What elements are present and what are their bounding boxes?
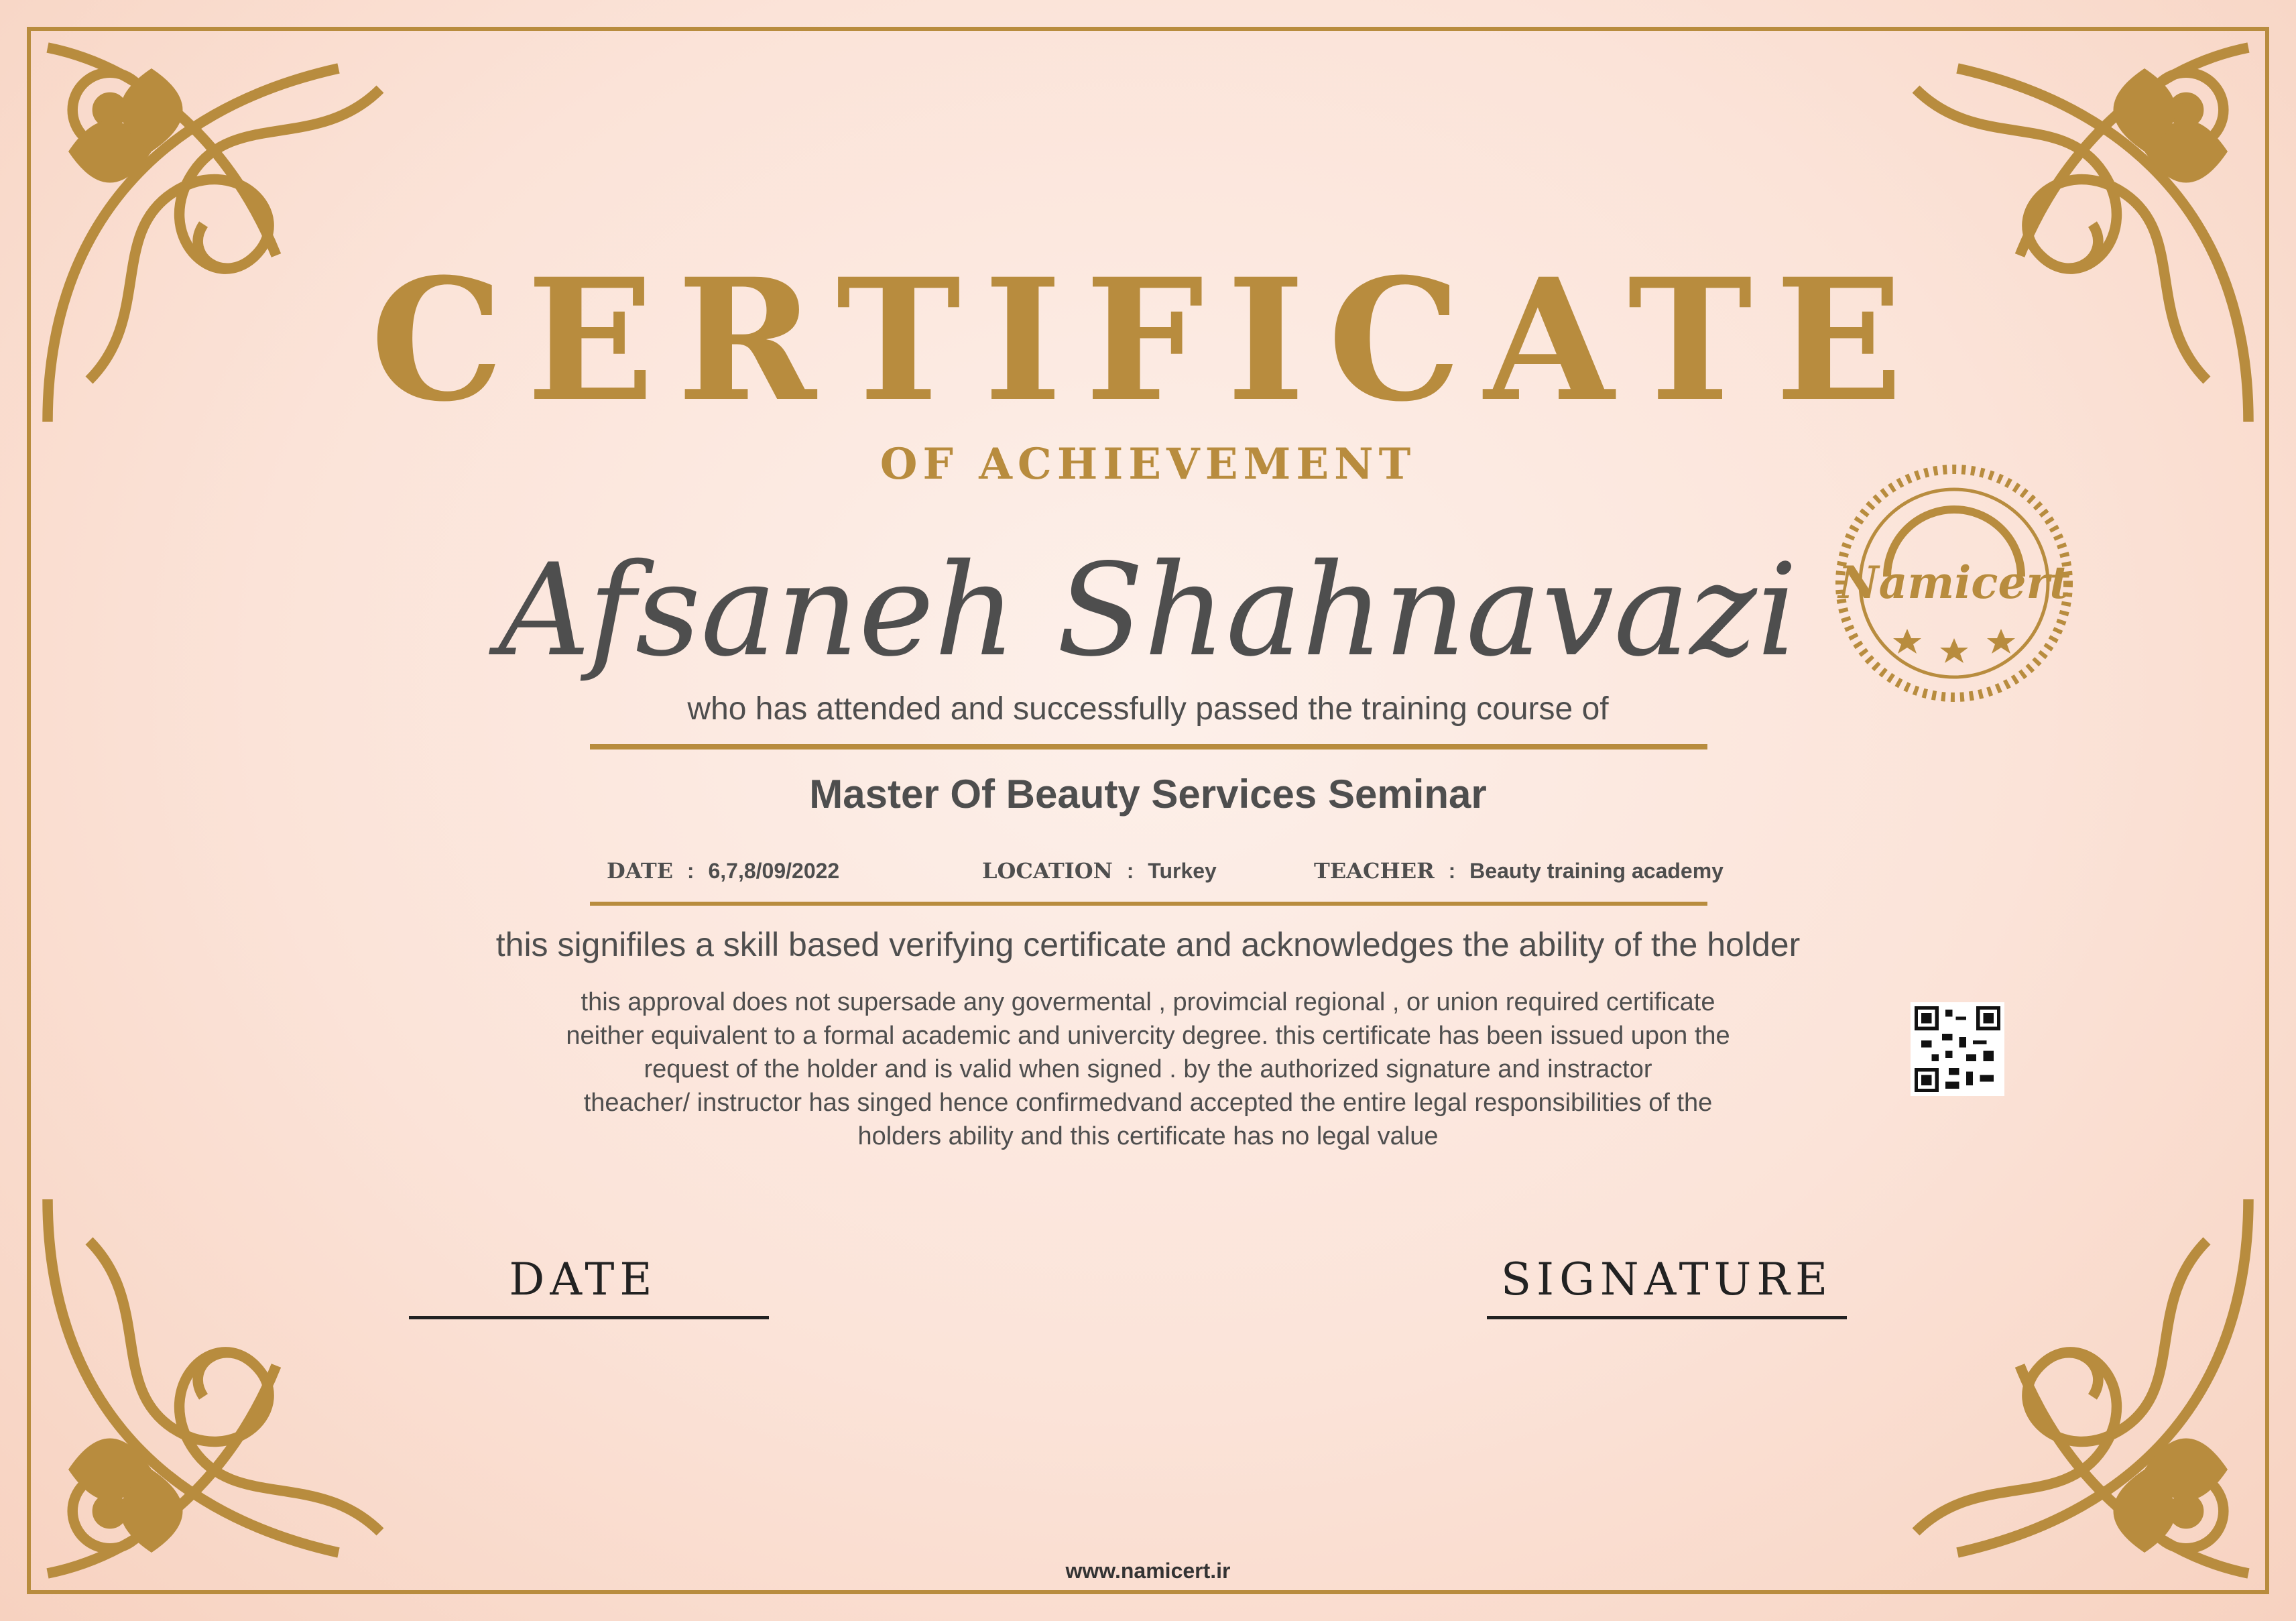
detail-location: [982, 858, 1217, 884]
certificate-title: CERTIFICATE: [370, 241, 1926, 438]
legal-disclaimer: [516, 985, 1780, 1153]
legal-line: request of the holder and is valid when signed . by the authorized signature and instractor: [644, 1055, 1652, 1083]
legal-line: theacher/ instructor has singed hence confirmedvand accepted the entire legal responsibilities of the: [583, 1089, 1713, 1117]
floral-ornament-icon: [27, 1179, 442, 1594]
divider-bottom: [590, 902, 1707, 906]
detail-teacher: [1314, 858, 1724, 884]
detail-separator: :: [1448, 859, 1456, 883]
detail-location-value: Turkey: [1148, 859, 1217, 883]
detail-separator: :: [1126, 859, 1134, 883]
detail-location-label: LOCATION: [982, 858, 1113, 884]
floral-ornament-icon: [1854, 1179, 2269, 1594]
detail-teacher-value: Beauty training academy: [1469, 859, 1724, 883]
detail-date-label: DATE: [607, 858, 674, 884]
recipient-name: Afsaneh Shahnavazi: [498, 536, 1798, 684]
signifies-text: this signifiles a skill based verifying certificate and acknowledges the ability of the holder: [495, 926, 1801, 963]
date-signature-label: DATE: [509, 1254, 658, 1305]
legal-line: holders ability and this certificate has no legal value: [857, 1122, 1439, 1150]
detail-date-value: 6,7,8/09/2022: [708, 859, 840, 883]
qr-code-icon[interactable]: [1911, 1002, 2004, 1096]
detail-teacher-label: TEACHER: [1314, 858, 1435, 884]
detail-separator: :: [686, 859, 694, 883]
date-line: [409, 1316, 769, 1319]
certificate-subtitle: OF ACHIEVEMENT: [880, 439, 1416, 489]
namicert-seal-icon: [1833, 463, 2075, 704]
detail-date: [607, 858, 839, 884]
seal-text: Namicert: [1838, 556, 2070, 609]
website-link[interactable]: www.namicert.ir: [1065, 1559, 1231, 1583]
attended-text: who has attended and successfully passed the training course of: [687, 691, 1609, 727]
signature-label: SIGNATURE: [1500, 1254, 1833, 1305]
signature-line: [1487, 1316, 1847, 1319]
legal-line: neither equivalent to a formal academic and univercity degree. this certificate has been issued upon the: [566, 1022, 1730, 1050]
course-name: Master Of Beauty Services Seminar: [809, 772, 1487, 817]
divider-top: [590, 744, 1707, 749]
legal-line: this approval does not supersade any govermental , provimcial regional , or union required certificate: [581, 988, 1715, 1016]
